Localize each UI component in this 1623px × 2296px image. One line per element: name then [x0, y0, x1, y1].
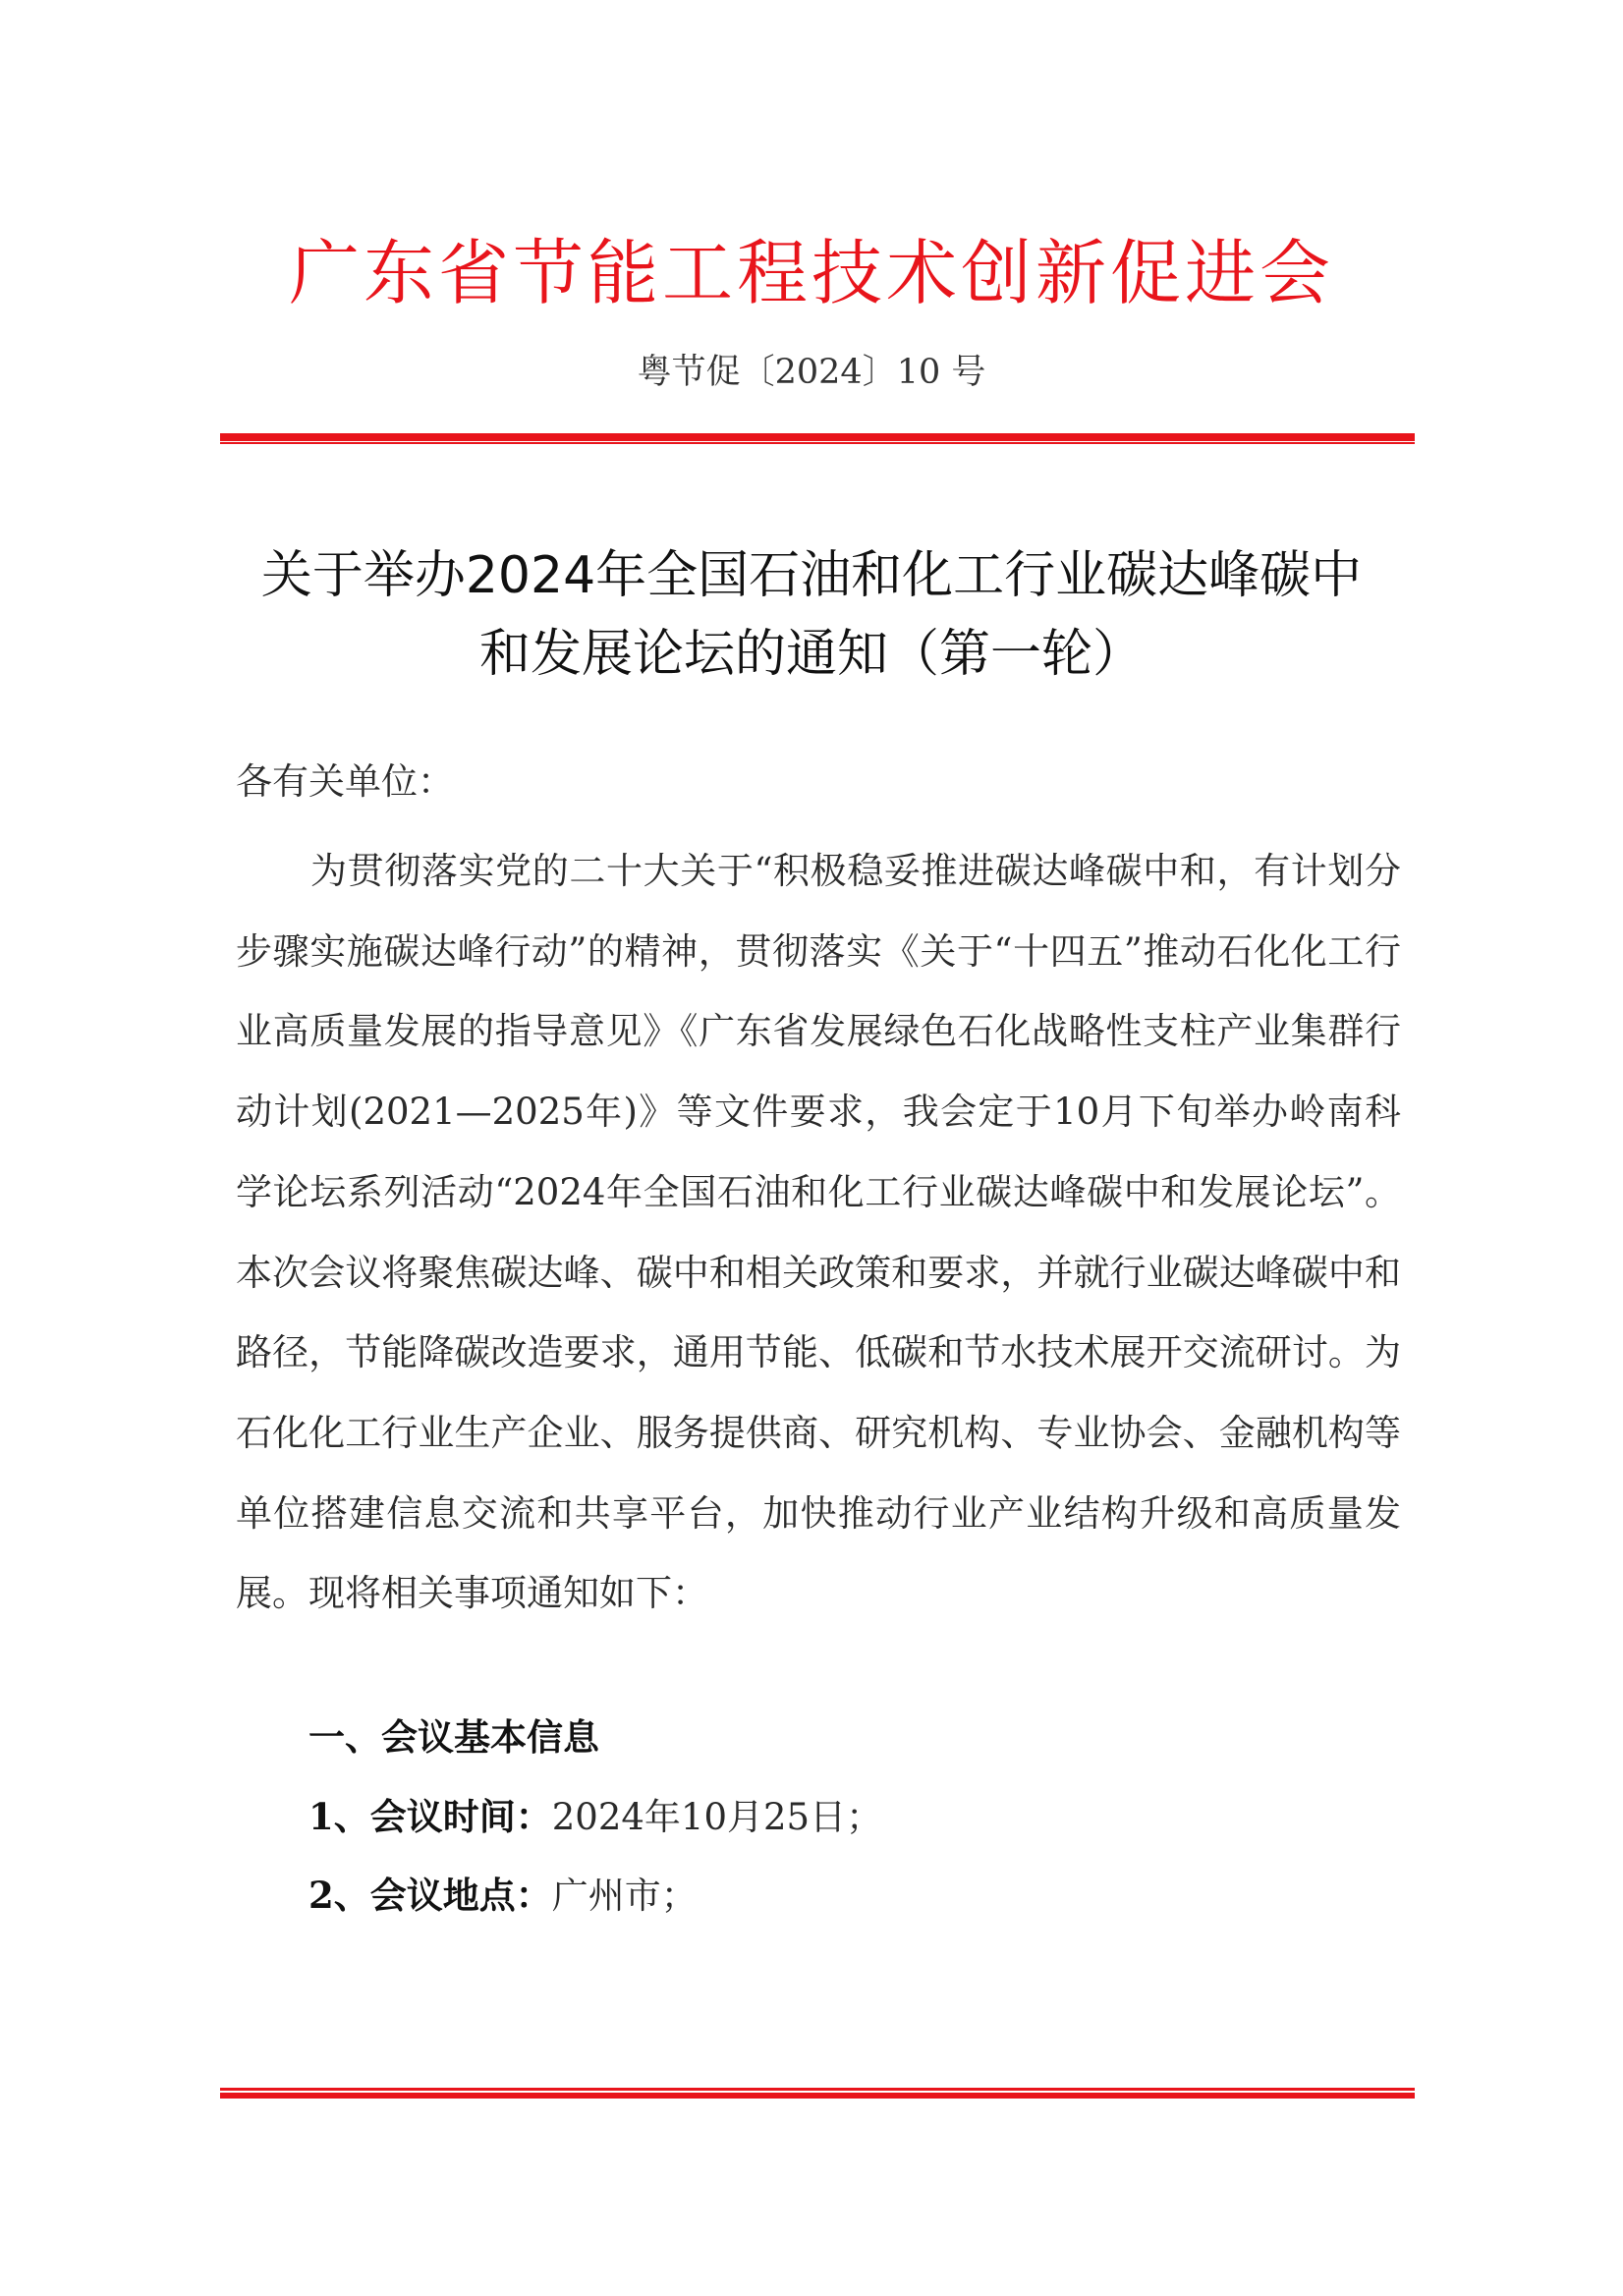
organization-name: 广东省节能工程技术创新促进会 — [288, 232, 1334, 314]
header-divider — [220, 433, 1415, 444]
notice-title-line-2: 和发展论坛的通知（第一轮） — [478, 625, 1144, 684]
meeting-place-label: 2、会议地点： — [308, 1874, 552, 1917]
addressee: 各有关单位： — [236, 760, 454, 803]
notice-title-line-1: 关于举办2024年全国石油和化工行业碳达峰碳中 — [260, 546, 1363, 605]
document-number: 粤节促〔2024〕10 号 — [637, 353, 986, 392]
info-row-meeting-time — [308, 1787, 882, 1847]
notice-title — [196, 536, 1427, 694]
body-paragraph: 为贯彻落实党的二十大关于“积极稳妥推进碳达峰碳中和，有计划分步骤实施碳达峰行动”的精神，贯彻落实《关于“十四五”推动石化化工行业高质量发展的指导意见》《广东省发展绿色石化战略性支柱产业集群行动计划(2021—2025年)》等文件要求，我会定于10月下旬举办岭南科学论坛系列活动“2024年全国石油和化工行业碳达峰碳中和发展论坛”。本次会议将聚焦碳达峰、碳中和相关政策和要求，并就行业碳达峰碳中和路径，节能降碳改造要求，通用节能、低碳和节水技术展开交流研讨。为石化化工行业生产企业、服务提供商、研究机构、专业协会、金融机构等单位搭建信息交流和共享平台，加快推动行业产业结构升级和高质量发展。现将相关事项通知如下： — [236, 850, 1401, 1615]
footer-divider — [220, 2088, 1415, 2099]
meeting-time-label: 1、会议时间： — [308, 1795, 552, 1838]
meeting-place-value: 广州市； — [551, 1875, 698, 1917]
section-heading-basic-info: 一、会议基本信息 — [308, 1715, 599, 1759]
meeting-time-value: 2024年10月25日； — [551, 1796, 883, 1838]
info-row-meeting-place — [308, 1866, 698, 1926]
